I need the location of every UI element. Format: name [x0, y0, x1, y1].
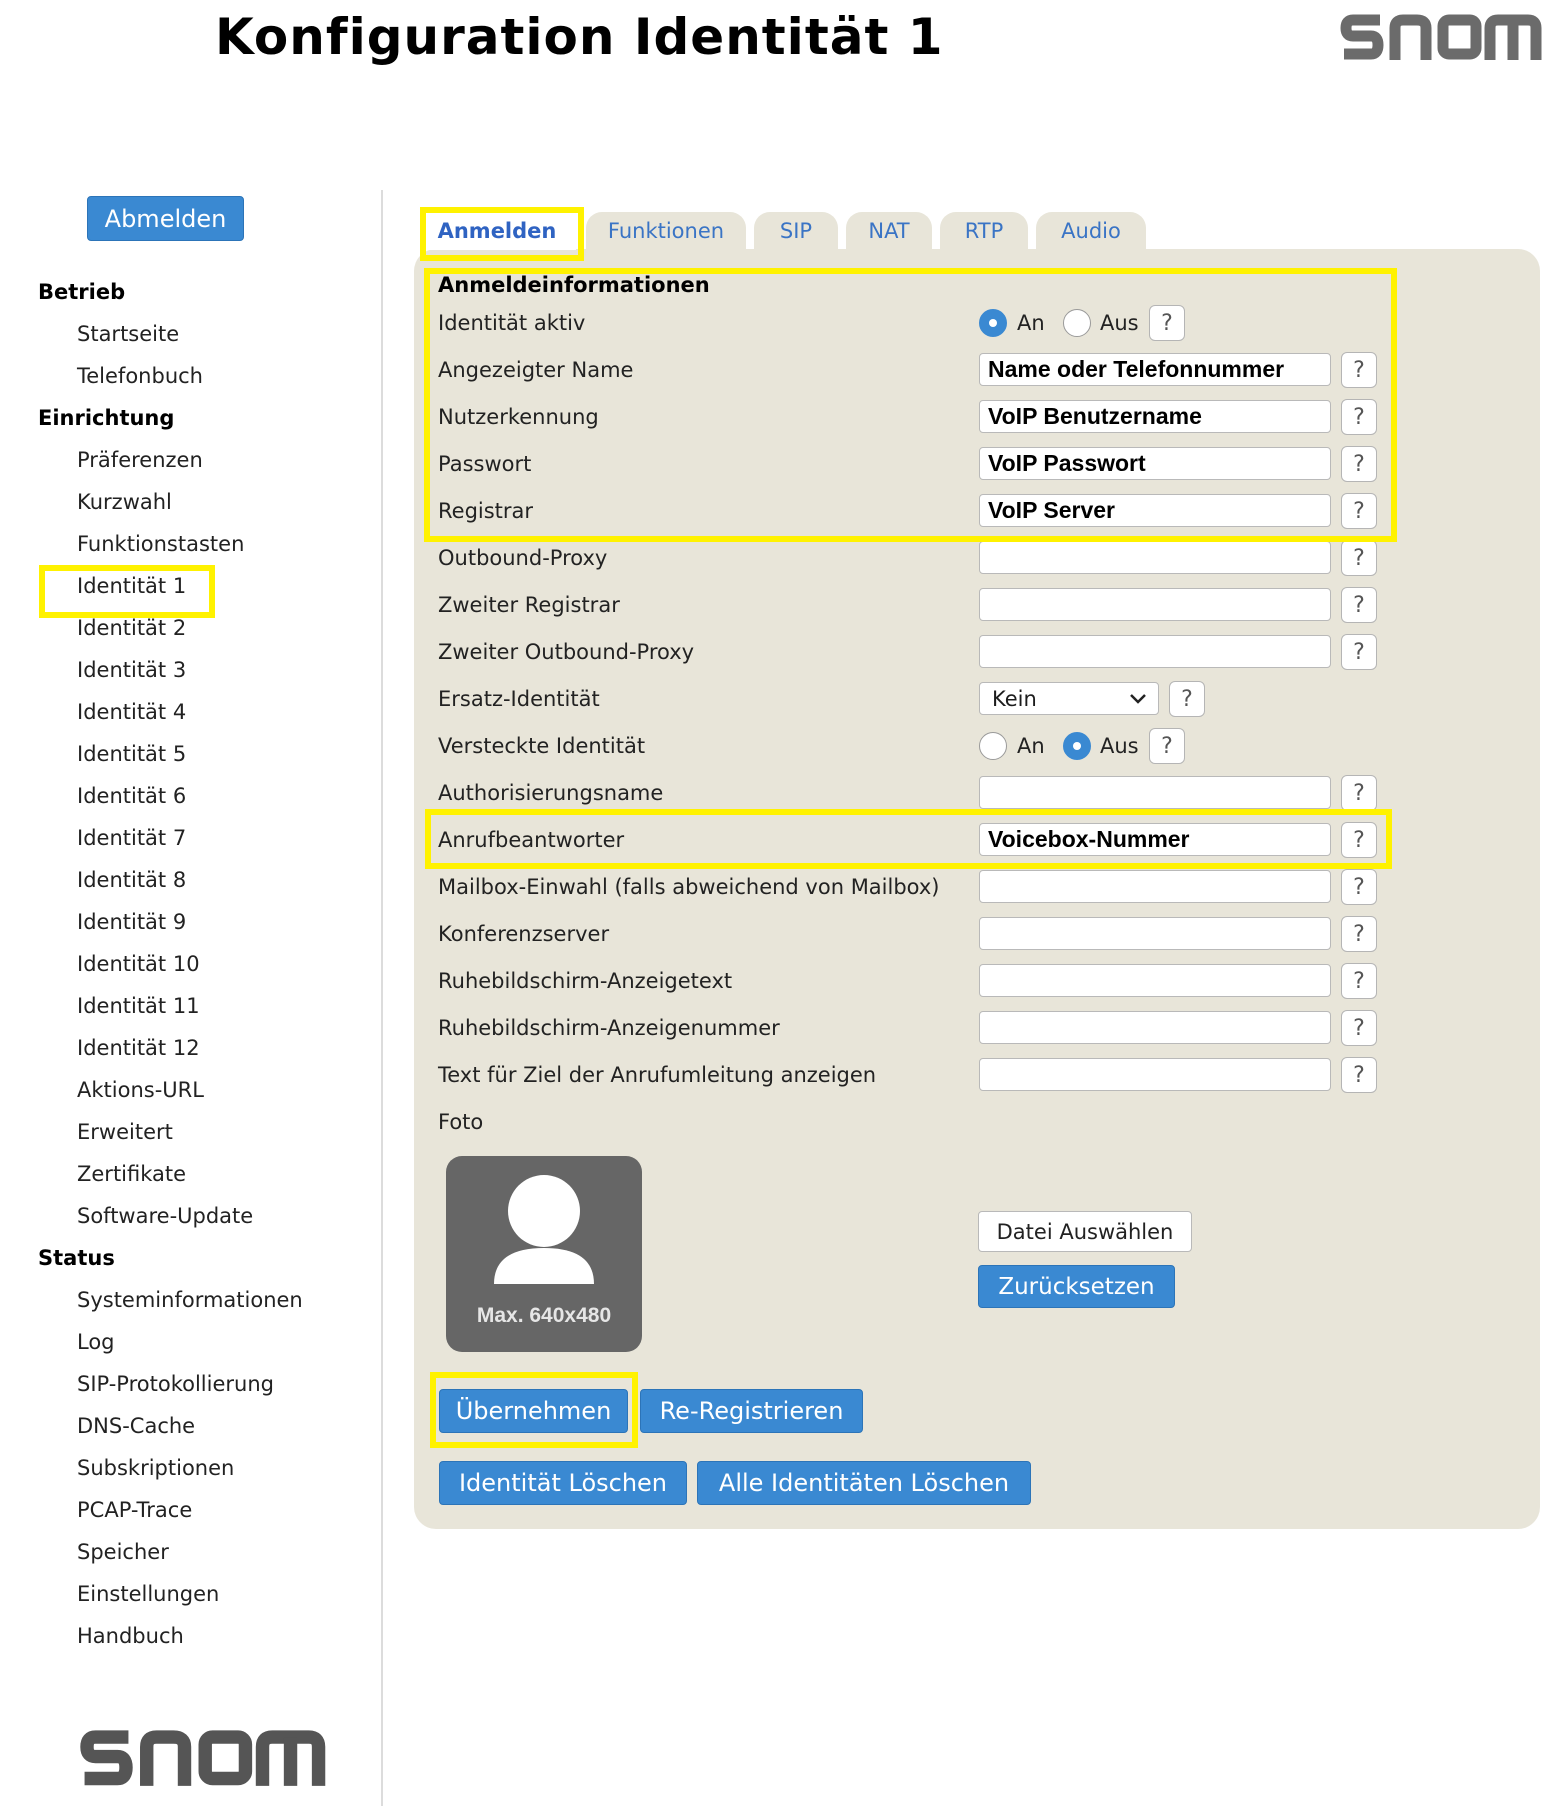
nav-item-speicher[interactable]: Speicher [77, 1540, 169, 1564]
input-authorisierungsname[interactable] [979, 776, 1331, 809]
help-authorisierungsname[interactable]: ? [1341, 775, 1377, 811]
radio-aus-label: Aus [1100, 311, 1139, 335]
label-identitaet-aktiv: Identität aktiv [438, 311, 586, 335]
label-anrufumleitung-text: Text für Ziel der Anrufumleitung anzeigen [438, 1063, 877, 1087]
nav-item-einstellungen[interactable]: Einstellungen [77, 1582, 220, 1606]
section-title: Anmeldeinformationen [438, 273, 710, 297]
photo-placeholder [446, 1156, 642, 1352]
radio-an-label: An [1017, 734, 1045, 758]
nav-item-praeferenzen[interactable]: Präferenzen [77, 448, 203, 472]
label-registrar: Registrar [438, 499, 534, 523]
nav-item-sip-protokollierung[interactable]: SIP-Protokollierung [77, 1372, 274, 1396]
nav-item-log[interactable]: Log [77, 1330, 115, 1354]
label-outbound-proxy: Outbound-Proxy [438, 546, 608, 570]
user-avatar-icon [446, 1156, 642, 1306]
nav-item-identitaet-5[interactable]: Identität 5 [77, 742, 187, 766]
nav-item-identitaet-10[interactable]: Identität 10 [77, 952, 200, 976]
nav-item-identitaet-9[interactable]: Identität 9 [77, 910, 187, 934]
help-ruhebildschirm-anzeigenummer[interactable]: ? [1341, 1010, 1377, 1046]
nav-item-systeminformationen[interactable]: Systeminformationen [77, 1288, 303, 1312]
nav-item-telefonbuch[interactable]: Telefonbuch [77, 364, 203, 388]
help-zweiter-outbound-proxy[interactable]: ? [1341, 634, 1377, 670]
nav-item-startseite[interactable]: Startseite [77, 322, 180, 346]
label-angezeigter-name: Angezeigter Name [438, 358, 634, 382]
nav-item-identitaet-8[interactable]: Identität 8 [77, 868, 187, 892]
input-anrufbeantworter[interactable]: Voicebox-Nummer [979, 823, 1331, 856]
nav-section-status: Status [38, 1246, 115, 1270]
input-outbound-proxy[interactable] [979, 541, 1331, 574]
reset-photo-button[interactable]: Zurücksetzen [978, 1265, 1175, 1308]
label-anrufbeantworter: Anrufbeantworter [438, 828, 625, 852]
help-mailbox-einwahl[interactable]: ? [1341, 869, 1377, 905]
label-versteckte-identitaet: Versteckte Identität [438, 734, 646, 758]
label-foto: Foto [438, 1110, 484, 1134]
input-passwort[interactable]: VoIP Passwort [979, 447, 1331, 480]
radio-identitaet-aktiv-an[interactable] [979, 309, 1007, 337]
nav-item-identitaet-1[interactable]: Identität 1 [77, 574, 187, 598]
help-ruhebildschirm-anzeigetext[interactable]: ? [1341, 963, 1377, 999]
radio-versteckt-an[interactable] [979, 732, 1007, 760]
chevron-down-icon [1130, 694, 1146, 704]
label-ersatz-identitaet: Ersatz-Identität [438, 687, 600, 711]
help-anrufbeantworter[interactable]: ? [1341, 822, 1377, 858]
choose-file-button[interactable]: Datei Auswählen [978, 1211, 1192, 1252]
label-zweiter-registrar: Zweiter Registrar [438, 593, 620, 617]
radio-aus-label: Aus [1100, 734, 1139, 758]
label-ruhebildschirm-anzeigetext: Ruhebildschirm-Anzeigetext [438, 969, 733, 993]
page-title: Konfiguration Identität 1 [215, 8, 944, 66]
input-angezeigter-name[interactable]: Name oder Telefonnummer [979, 353, 1331, 386]
input-mailbox-einwahl[interactable] [979, 870, 1331, 903]
nav-section-einrichtung: Einrichtung [38, 406, 175, 430]
help-passwort[interactable]: ? [1341, 446, 1377, 482]
nav-item-erweitert[interactable]: Erweitert [77, 1120, 173, 1144]
nav-item-identitaet-4[interactable]: Identität 4 [77, 700, 187, 724]
tab-nat[interactable]: NAT [846, 212, 932, 250]
nav-item-identitaet-3[interactable]: Identität 3 [77, 658, 187, 682]
label-nutzerkennung: Nutzerkennung [438, 405, 599, 429]
nav-item-identitaet-11[interactable]: Identität 11 [77, 994, 200, 1018]
input-anrufumleitung-text[interactable] [979, 1058, 1331, 1091]
snom-logo-bottom [74, 1720, 334, 1798]
nav-item-pcap-trace[interactable]: PCAP-Trace [77, 1498, 193, 1522]
help-nutzerkennung[interactable]: ? [1341, 399, 1377, 435]
input-ruhebildschirm-anzeigetext[interactable] [979, 964, 1331, 997]
label-konferenzserver: Konferenzserver [438, 922, 610, 946]
nav-item-identitaet-2[interactable]: Identität 2 [77, 616, 187, 640]
help-angezeigter-name[interactable]: ? [1341, 352, 1377, 388]
input-konferenzserver[interactable] [979, 917, 1331, 950]
delete-all-identities-button[interactable]: Alle Identitäten Löschen [697, 1461, 1031, 1505]
apply-button[interactable]: Übernehmen [439, 1389, 628, 1433]
tab-anmelden[interactable]: Anmelden [418, 212, 576, 250]
input-zweiter-outbound-proxy[interactable] [979, 635, 1331, 668]
tab-funktionen[interactable]: Funktionen [586, 212, 746, 250]
nav-item-dns-cache[interactable]: DNS-Cache [77, 1414, 196, 1438]
nav-item-aktions-url[interactable]: Aktions-URL [77, 1078, 204, 1102]
reregister-button[interactable]: Re-Registrieren [640, 1389, 863, 1433]
photo-caption: Max. 640x480 [476, 1304, 612, 1327]
input-registrar[interactable]: VoIP Server [979, 494, 1331, 527]
help-anrufumleitung-text[interactable]: ? [1341, 1057, 1377, 1093]
input-nutzerkennung[interactable]: VoIP Benutzername [979, 400, 1331, 433]
label-passwort: Passwort [438, 452, 532, 476]
nav-item-identitaet-7[interactable]: Identität 7 [77, 826, 187, 850]
help-zweiter-registrar[interactable]: ? [1341, 587, 1377, 623]
label-authorisierungsname: Authorisierungsname [438, 781, 664, 805]
nav-item-subskriptionen[interactable]: Subskriptionen [77, 1456, 235, 1480]
nav-item-zertifikate[interactable]: Zertifikate [77, 1162, 187, 1186]
radio-versteckt-aus[interactable] [1063, 732, 1091, 760]
delete-identity-button[interactable]: Identität Löschen [439, 1461, 687, 1505]
label-mailbox-einwahl: Mailbox-Einwahl (falls abweichend von Mailbox) [438, 875, 940, 899]
help-ersatz-identitaet[interactable]: ? [1169, 681, 1205, 717]
label-zweiter-outbound-proxy: Zweiter Outbound-Proxy [438, 640, 695, 664]
nav-section-betrieb: Betrieb [38, 280, 126, 304]
logout-button[interactable]: Abmelden [87, 196, 244, 241]
input-ruhebildschirm-anzeigenummer[interactable] [979, 1011, 1331, 1044]
label-ruhebildschirm-anzeigenummer: Ruhebildschirm-Anzeigenummer [438, 1016, 780, 1040]
nav-item-identitaet-12[interactable]: Identität 12 [77, 1036, 200, 1060]
tab-rtp[interactable]: RTP [940, 212, 1028, 250]
nav-item-funktionstasten[interactable]: Funktionstasten [77, 532, 245, 556]
radio-an-label: An [1017, 311, 1045, 335]
help-registrar[interactable]: ? [1341, 493, 1377, 529]
select-value: Kein [992, 686, 1037, 711]
help-versteckte-identitaet[interactable]: ? [1149, 728, 1185, 764]
help-identitaet-aktiv[interactable]: ? [1149, 305, 1185, 341]
help-outbound-proxy[interactable]: ? [1341, 540, 1377, 576]
nav-item-kurzwahl[interactable]: Kurzwahl [77, 490, 172, 514]
nav-item-software-update[interactable]: Software-Update [77, 1204, 254, 1228]
radio-identitaet-aktiv-aus[interactable] [1063, 309, 1091, 337]
snom-logo [1340, 6, 1544, 70]
help-konferenzserver[interactable]: ? [1341, 916, 1377, 952]
tab-audio[interactable]: Audio [1036, 212, 1146, 250]
nav-item-identitaet-6[interactable]: Identität 6 [77, 784, 187, 808]
select-ersatz-identitaet[interactable] [979, 682, 1159, 715]
nav-item-handbuch[interactable]: Handbuch [77, 1624, 184, 1648]
sidebar-divider [381, 190, 383, 1806]
tab-sip[interactable]: SIP [754, 212, 838, 250]
input-zweiter-registrar[interactable] [979, 588, 1331, 621]
